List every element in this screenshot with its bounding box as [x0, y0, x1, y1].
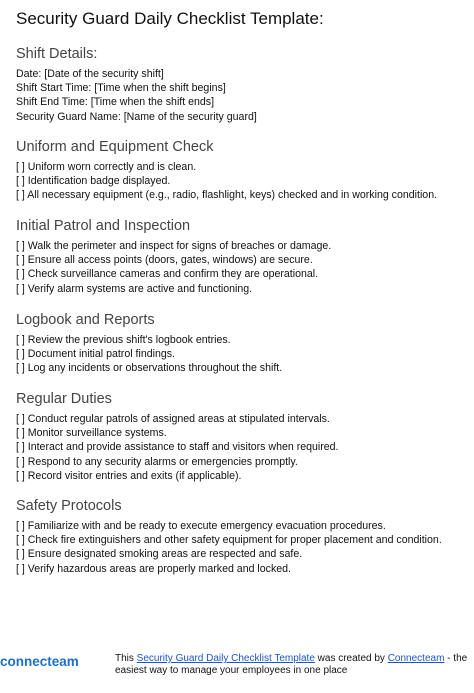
checklist-item: [ ] Document initial patrol findings.	[16, 348, 175, 361]
shift-start-line: Shift Start Time: [Time when the shift begins]	[16, 82, 226, 95]
section-uniform-equipment	[16, 139, 437, 203]
shift-end-line: Shift End Time: [Time when the shift ends]	[16, 96, 215, 109]
checklist-item: [ ] Identification badge displayed.	[16, 175, 171, 188]
section-heading: Regular Duties	[16, 391, 112, 407]
connecteam-logo[interactable]: connecteam	[0, 654, 79, 669]
checklist-item: [ ] Ensure all access points (doors, gates, windows) are secure.	[16, 254, 313, 267]
section-regular-duties	[16, 391, 339, 483]
checklist-item: [ ] Familiarize with and be ready to execute emergency evacuation procedures.	[16, 520, 386, 532]
section-heading: Uniform and Equipment Check	[16, 139, 214, 155]
section-safety-protocols	[16, 498, 442, 576]
footer-text-middle: was created by	[314, 653, 388, 664]
footer	[0, 645, 474, 685]
checklist-item: [ ] Record visitor entries and exits (if applicable).	[16, 469, 242, 482]
section-heading: Safety Protocols	[16, 498, 122, 514]
footer-text-prefix: This	[115, 653, 137, 664]
checklist-item: [ ] All necessary equipment (e.g., radio, flashlight, keys) checked and in working condition.	[16, 189, 438, 202]
footer-text	[115, 653, 470, 677]
checklist-item: [ ] Respond to any security alarms or emergencies promptly.	[16, 455, 298, 468]
template-link[interactable]: Security Guard Daily Checklist Template	[136, 653, 315, 664]
checklist-item: [ ] Check fire extinguishers and other safety equipment for proper placement and condition.	[16, 534, 442, 547]
checklist-item: [ ] Verify alarm systems are active and functioning.	[16, 282, 253, 295]
checklist-item: [ ] Log any incidents or observations throughout the shift.	[16, 362, 283, 375]
page-title: Security Guard Daily Checklist Template:	[16, 9, 324, 28]
section-initial-patrol	[16, 218, 331, 296]
section-heading: Shift Details:	[16, 46, 98, 62]
guard-name-line: Security Guard Name: [Name of the security guard]	[16, 110, 257, 123]
section-logbook-reports	[16, 312, 282, 376]
section-heading: Logbook and Reports	[16, 312, 155, 328]
shift-date-line: Date: [Date of the security shift]	[16, 68, 164, 80]
checklist-item: [ ] Monitor surveillance systems.	[16, 427, 167, 440]
checklist-item: [ ] Verify hazardous areas are properly marked and locked.	[16, 562, 291, 575]
checklist-item: [ ] Review the previous shift's logbook entries.	[16, 334, 231, 346]
footer-text-suffix: - the easiest way to manage your employees in one place	[115, 653, 468, 676]
checklist-item: [ ] Conduct regular patrols of assigned areas at stipulated intervals.	[16, 413, 330, 425]
checklist-item: [ ] Ensure designated smoking areas are respected and safe.	[16, 548, 303, 561]
checklist-item: [ ] Interact and provide assistance to staff and visitors when required.	[16, 441, 339, 454]
section-heading: Initial Patrol and Inspection	[16, 218, 191, 234]
checklist-item: [ ] Check surveillance cameras and confirm they are operational.	[16, 268, 319, 281]
connecteam-link[interactable]: Connecteam	[387, 653, 445, 664]
checklist-item: [ ] Uniform worn correctly and is clean.	[16, 161, 197, 173]
section-shift-details	[16, 46, 257, 124]
checklist-item: [ ] Walk the perimeter and inspect for signs of breaches or damage.	[16, 240, 332, 252]
